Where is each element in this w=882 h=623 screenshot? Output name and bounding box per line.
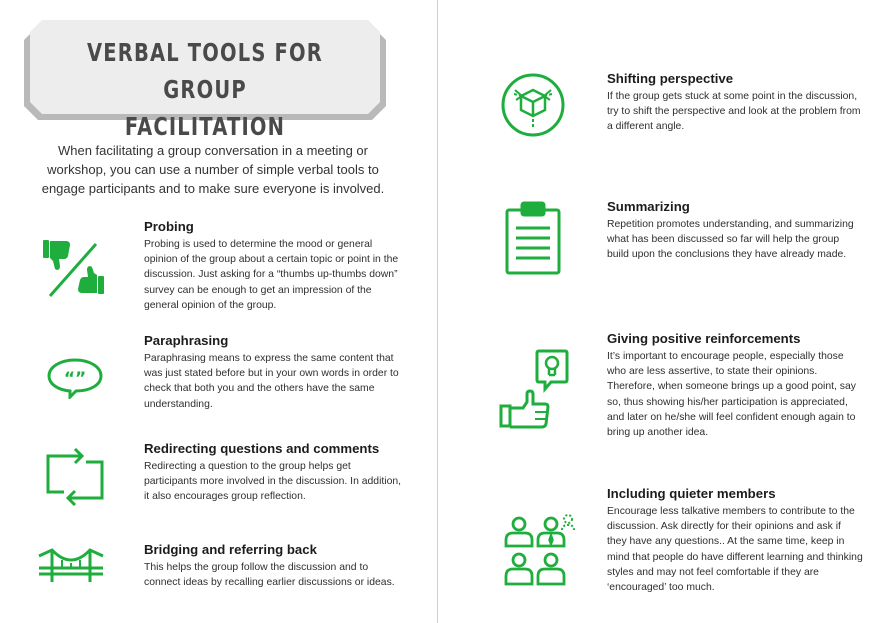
speech-bubble-quotes-icon (46, 357, 104, 404)
item-paraphrasing (144, 333, 406, 412)
item-title: Probing (144, 219, 194, 234)
column-divider (437, 0, 438, 623)
item-text: Repetition promotes understanding, and summarizing what has been discussed so far will help the group build upon the conclusions they have already made. (607, 219, 854, 261)
item-text: If the group gets stuck at some point in the discussion, try to shift the perspective and look at the problem from a different angle. (607, 91, 861, 133)
page-title-line-1: VERBAL TOOLS FOR GROUP (87, 38, 323, 104)
page-title-line-2: FACILITATION (124, 112, 286, 141)
item-title: Including quieter members (607, 486, 776, 501)
thumbs-up-idea-icon (499, 348, 569, 435)
item-probing (144, 219, 406, 313)
item-including-quieter-members (607, 486, 863, 595)
cube-perspective-icon (500, 72, 566, 143)
item-title: Giving positive reinforcements (607, 331, 801, 346)
item-text: Redirecting a question to the group helps get participants more involved in the discussion. In addition, it also encourages group reflection. (144, 461, 402, 503)
intro-paragraph: When facilitating a group conversation in a meeting or workshop, you can use a number of simple verbal tools to engage participants and to make sure everyone is involved. (41, 143, 385, 196)
thumbs-up-down-icon (40, 238, 108, 305)
item-title: Shifting perspective (607, 71, 734, 86)
page-title (64, 34, 346, 145)
item-title: Summarizing (607, 199, 690, 214)
item-shifting-perspective (607, 71, 863, 135)
item-text: Probing is used to determine the mood or general opinion of the group about a certain topic or point in the discussion. Just asking for a “thumbs up-thumbs down” survey can be enough to get an impression of the general opinion of the group. (144, 239, 399, 311)
item-text: Encourage less talkative members to contribute to the discussion. Ask directly for their opinions and ask if they have any questions.. At the same time, keep in mind that people do have different learning and thinking styles and may not feel comfortable if they are ‘encouraged’ too much. (607, 506, 863, 594)
item-title: Bridging and referring back (144, 542, 317, 557)
item-text: It’s important to encourage people, especially those who are less assertive, to state their opinions. Therefore, when someone brings up a good point, say so, thus showing his/her participation is appreciated, and later on he/she will feel confident enough again to bring up another idea. (607, 351, 856, 439)
svg-text:“”: “” (63, 369, 87, 389)
item-redirecting (144, 441, 406, 505)
item-text: Paraphrasing means to express the same content that was just stated before but in your own words in order to check that both you and the others have the same understanding. (144, 353, 399, 410)
item-summarizing (607, 199, 863, 263)
item-title: Redirecting questions and comments (144, 441, 380, 456)
item-bridging (144, 542, 406, 590)
item-positive-reinforcements (607, 331, 863, 440)
item-title: Paraphrasing (144, 333, 229, 348)
redirect-arrows-icon (44, 448, 106, 511)
item-text: This helps the group follow the discussion and to connect ideas by recalling earlier discussions or ideas. (144, 562, 395, 589)
group-members-icon (500, 512, 582, 593)
title-banner (24, 20, 386, 141)
clipboard-icon (504, 200, 562, 281)
bridge-icon (38, 548, 104, 589)
